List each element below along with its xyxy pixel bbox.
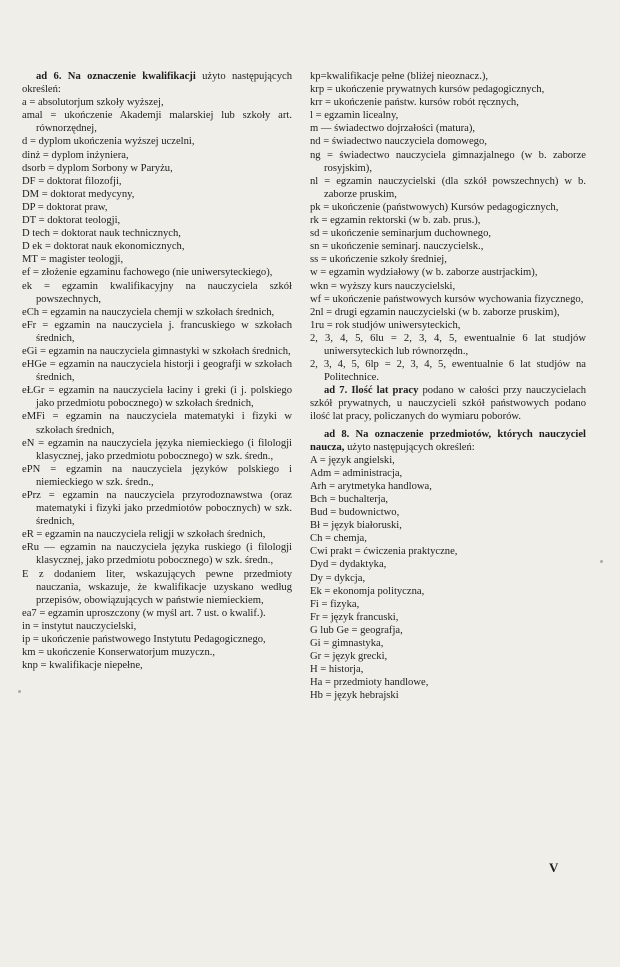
qualification-entry: eR = egzamin na nauczyciela religji w szkołach średnich, [22,529,266,541]
subject-list [310,454,586,703]
subject-entry: Ha = przedmioty handlowe, [310,677,429,689]
qualification-entry: eN = egzamin na nauczyciela języka niemieckiego (i filologji klasycznej, jako przedmiotu pobocznego) w szk. średn., [22,437,292,462]
qualification-entry: E z dodaniem liter, wskazujących pewne przedmioty nauczania, wskazuje, że kwalifikacje uzyskano według przepisów, obowiązujących w państwie niemieckiem, [22,568,292,606]
qualification-entry: wkn = wyższy kurs nauczycielski, [310,280,456,292]
qualification-entry: rk = egzamin rektorski (w b. zab. prus.), [310,215,481,227]
qualification-entry: 1ru = rok studjów uniwersyteckich, [310,319,461,331]
section-7-title: ad 7. Ilość lat pracy [324,385,419,397]
qualification-entry: ip = ukończenie państwowego Instytutu Pedagogicznego, [22,634,266,646]
subject-entry: Hb = język hebrajski [310,690,399,702]
qualification-entry: 2, 3, 4, 5, 6lp = 2, 3, 4, 5, ewentualnie 6 lat studjów na Politechnice. [310,359,586,384]
qualification-entry: DP = doktorat praw, [22,201,108,213]
qualification-list-continued [310,70,586,384]
subject-entry: Bch = buchalterja, [310,494,389,505]
subject-entry: G lub Ge = geografja, [310,624,403,636]
left-column [22,70,292,672]
section-7-heading [310,384,586,423]
page-number: V [549,860,559,875]
qualification-entry: kp=kwalifikacje pełne (bliżej nieoznacz.), [310,71,489,82]
section-6-heading [22,70,292,96]
qualification-entry: m — świadectwo dojrzałości (matura), [310,123,476,135]
qualification-entry: km = ukończenie Konserwatorjum muzyczn., [22,647,216,659]
subject-entry: Adm = administracja, [310,467,403,479]
qualification-entry: d = dyplom ukończenia wyższej uczelni, [22,136,195,148]
ink-speck [600,560,603,563]
subject-entry: Dyd = dydaktyka, [310,559,387,571]
subject-entry: Fi = fizyka, [310,598,360,610]
subject-entry: Bud = budownictwo, [310,507,400,519]
subject-entry: Gr = język grecki, [310,651,388,663]
qualification-entry: sd = ukończenie seminarjum duchownego, [310,228,492,240]
section-7-text: podano w całości przy nauczycielach szkół prywatnych, u nauczycieli szkół państwowych podano ilość lat pracy, policzanych do wymiaru poborów. [310,385,586,423]
qualification-entry: ng = świadectwo nauczyciela gimnazjalnego (w b. zaborze rosyjskim), [310,149,586,174]
subject-entry: Cwi prakt = ćwiczenia praktyczne, [310,546,458,558]
qualification-entry: knp = kwalifikacje niepełne, [22,660,143,672]
qualification-entry: ef = złożenie egzaminu fachowego (nie uniwersyteckiego), [22,267,273,279]
qualification-entry: 2, 3, 4, 5, 6lu = 2, 3, 4, 5, ewentualnie 6 lat studjów uniwersyteckich lub równorzędn., [310,332,586,357]
subject-entry: Fr = język francuski, [310,611,399,623]
qualification-entry: nd = świadectwo nauczyciela domowego, [310,136,487,148]
qualification-entry: pk = ukończenie (państwowych) Kursów pedagogicznych, [310,201,559,213]
qualification-entry: ePN = egzamin na nauczyciela języków polskiego i niemieckiego w szk. średn., [22,463,292,488]
qualification-entry: l = egzamin licealny, [310,110,399,122]
qualification-entry: nl = egzamin nauczycielski (dla szkół powszechnych) w b. zaborze pruskim, [310,175,586,200]
qualification-entry: eŁGr = egzamin na nauczyciela łaciny i greki (i j. polskiego jako przedmiotu pobocznego) w szkołach średnich, [22,385,292,410]
subject-entry: Dy = dykcja, [310,572,366,584]
subject-entry: Arh = arytmetyka handlowa, [310,480,432,492]
qualification-entry: DT = doktorat teologji, [22,215,121,227]
qualification-entry: DM = doktorat medycyny, [22,188,135,200]
qualification-entry: eHGe = egzamin na nauczyciela historji i geografji w szkołach średnich, [22,359,292,384]
ink-speck [18,690,21,693]
qualification-entry: ea7 = egzamin uproszczony (w myśl art. 7 ust. o kwalif.). [22,607,266,619]
qualification-entry: eRu — egzamin na nauczyciela języka ruskiego (i filologji klasycznej, jako przedmiotu pobocznego) w szk. średn., [22,542,292,567]
subject-entry: A = język angielski, [310,454,395,466]
qualification-entry: in = instytut nauczycielski, [22,620,137,632]
section-8-title: ad 8. Na oznaczenie przedmiotów, których nauczyciel naucza, [310,428,586,453]
qualification-entry: D tech = doktorat nauk technicznych, [22,228,181,240]
qualification-entry: a = absolutorjum szkoły wyższej, [22,97,164,109]
qualification-entry: krp = ukończenie prywatnych kursów pedagogicznych, [310,84,545,96]
subject-entry: H = historja, [310,664,364,676]
qualification-entry: eCh = egzamin na nauczyciela chemji w szkołach średnich, [22,306,275,318]
qualification-entry: eFr = egzamin na nauczyciela j. francuskiego w szkołach średnich, [22,319,292,344]
qualification-entry: eMFi = egzamin na nauczyciela matematyki i fizyki w szkołach średnich, [22,411,292,436]
qualification-entry: eGi = egzamin na nauczyciela gimnastyki w szkołach średnich, [22,345,291,357]
qualification-entry: dsorb = dyplom Sorbony w Paryżu, [22,162,173,174]
qualification-entry: dinż = dyplom inżyniera, [22,149,129,161]
qualification-entry: amal = ukończenie Akademji malarskiej lub szkoły art. równorzędnej, [22,110,292,135]
qualification-entry: ePrz = egzamin na nauczyciela przyrodoznawstwa (oraz matematyki i fizyki jako przedmiotów pobocznych) w szk. średnich, [22,490,292,528]
qualification-entry: MT = magister teologji, [22,254,124,266]
subject-entry: Ch = chemja, [310,533,367,545]
section-6-title: ad 6. Na oznaczenie kwalifikacji [36,71,196,82]
qualification-entry: wf = ukończenie państwowych kursów wychowania fizycznego, [310,293,584,305]
qualification-list [22,96,292,672]
subject-entry: Bł = język białoruski, [310,520,402,532]
section-8-heading [310,428,586,454]
qualification-entry: D ek = doktorat nauk ekonomicznych, [22,241,185,253]
qualification-entry: sn = ukończenie seminarj. nauczycielsk., [310,241,484,253]
section-6-intro: użyto następujących określeń: [22,71,292,96]
subject-entry: Ek = ekonomja polityczna, [310,585,425,597]
right-column [310,70,586,703]
section-8-intro: użyto następujących określeń: [344,441,475,453]
qualification-entry: DF = doktorat filozofji, [22,175,122,187]
qualification-entry: w = egzamin wydziałowy (w b. zaborze austrjackim), [310,267,538,279]
subject-entry: Gi = gimnastyka, [310,638,384,650]
qualification-entry: ek = egzamin kwalifikacyjny na nauczyciela szkół powszechnych, [22,280,292,305]
qualification-entry: ss = ukończenie szkoły średniej, [310,254,447,266]
qualification-entry: 2nl = drugi egzamin nauczycielski (w b. zaborze pruskim), [310,306,560,318]
qualification-entry: krr = ukończenie państw. kursów robót ręcznych, [310,97,519,109]
